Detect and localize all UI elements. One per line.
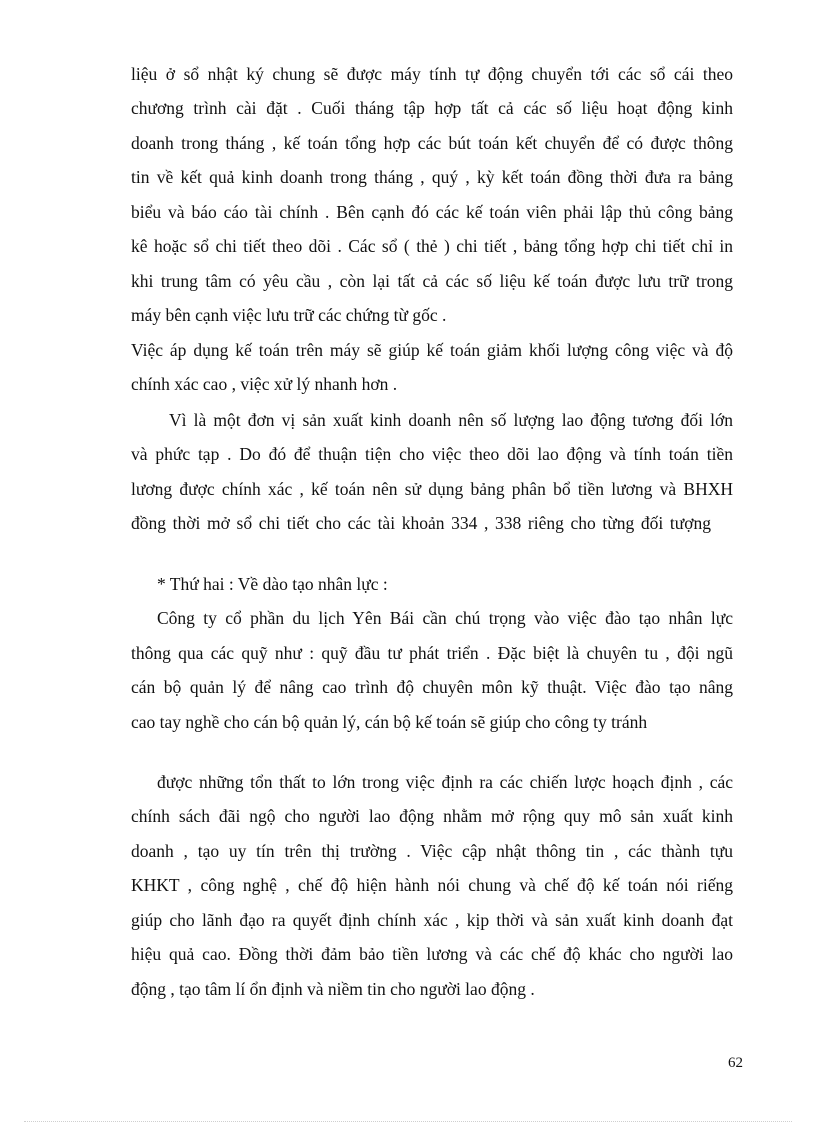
text-line: tin về kết quả kinh doanh trong tháng , quý , kỳ kết toán đồng thời đưa ra bảng [131,167,733,187]
text-line: và phức tạp . Do đó để thuận tiện cho việc theo dõi lao động và tính toán tiền [131,444,733,464]
text-line: cán bộ quản lý để nâng cao trình độ chuyên môn kỹ thuật. Việc đào tạo nâng [131,677,733,697]
text-line: cao tay nghề cho cán bộ quản lý, cán bộ kế toán sẽ giúp cho công ty tránh [131,712,648,732]
text-line: chương trình cài đặt . Cuối tháng tập hợp tất cả các số liệu hoạt động kinh [131,98,733,118]
text-line: doanh , tạo uy tín trên thị trường . Việc cập nhật thông tin , các thành tựu [131,841,733,861]
text-line: khi trung tâm có yêu cầu , còn lại tất cả các số liệu kế toán được lưu trữ trong [131,271,733,291]
text-line: được những tổn thất to lớn trong việc định ra các chiến lược hoạch định , các [157,772,733,792]
text-line: doanh trong tháng , kế toán tổng hợp các bút toán kết chuyển để có được thông [131,133,733,153]
text-line: lương được chính xác , kế toán nên sử dụng bảng phân bổ tiền lương và BHXH [131,479,733,499]
text-line: thông qua các quỹ như : quỹ đầu tư phát triển . Đặc biệt là chuyên tu , đội ngũ [131,643,733,663]
text-line: biểu và báo cáo tài chính . Bên cạnh đó các kế toán viên phải lập thủ công bảng [131,202,733,222]
text-line: Công ty cổ phần du lịch Yên Bái cần chú trọng vào việc đào tạo nhân lực [157,608,733,628]
page-number: 62 [728,1055,743,1071]
text-line: chính xác cao , việc xử lý nhanh hơn . [131,374,398,394]
text-line: liệu ở sổ nhật ký chung sẽ được máy tính tự động chuyển tới các sổ cái theo [131,64,733,84]
text-line: máy bên cạnh việc lưu trữ các chứng từ gốc . [131,305,447,325]
text-line: Vì là một đơn vị sản xuất kinh doanh nên số lượng lao động tương đối lớn [169,410,733,430]
text-line: kê hoặc sổ chi tiết theo dõi . Các sổ ( thẻ ) chi tiết , bảng tổng hợp chi tiết chỉ in [131,236,733,256]
text-line: Việc áp dụng kế toán trên máy sẽ giúp kế toán giảm khối lượng công việc và độ [131,340,733,360]
text-line: chính sách đãi ngộ cho người lao động nhằm mở rộng quy mô sản xuất kinh [131,806,733,826]
bottom-divider [24,1121,792,1122]
section-heading: * Thứ hai : Về dào tạo nhân lực : [157,574,388,594]
text-line: hiệu quả cao. Đồng thời đảm bảo tiền lương và các chế độ khác cho người lao [131,944,733,964]
text-line: KHKT , công nghệ , chế độ hiện hành nói chung và chế độ kế toán nói riếng [131,875,733,895]
text-line: động , tạo tâm lí ổn định và niềm tin cho người lao động . [131,979,535,999]
text-line: giúp cho lãnh đạo ra quyết định chính xác , kịp thời và sản xuất kinh doanh đạt [131,910,733,930]
text-line: đồng thời mở sổ chi tiết cho các tài khoản 334 , 338 riêng cho từng đối tượng [131,513,711,533]
